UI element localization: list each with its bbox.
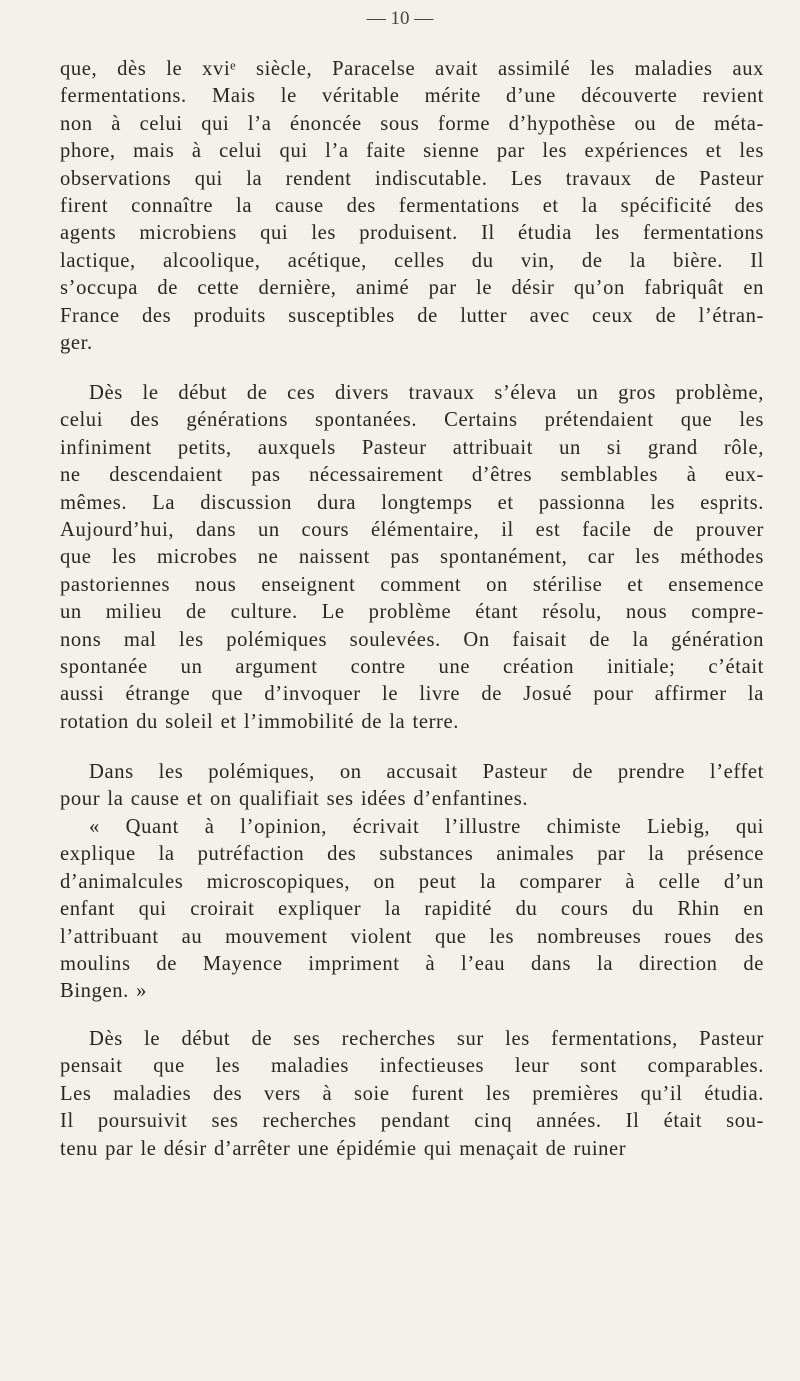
text-line: firent connaître la cause des fermentations et la spécificité des bbox=[60, 195, 764, 218]
paragraph-1 bbox=[60, 56, 764, 357]
text-line: Il poursuivit ses recherches pendant cinq années. Il était sou- bbox=[60, 1110, 764, 1133]
text-line: d’animalcules microscopiques, on peut la comparer à celle d’un bbox=[60, 870, 764, 893]
text-line: que, dès le xviᵉ siècle, Paracelse avait assimilé les maladies aux bbox=[60, 58, 764, 80]
paragraph-3 bbox=[60, 759, 764, 814]
text-line: ne descendaient pas nécessairement d’êtres semblables à eux- bbox=[60, 464, 764, 487]
text-line: un milieu de culture. Le problème étant résolu, nous compre- bbox=[60, 601, 764, 624]
text-line: agents microbiens qui les produisent. Il étudia les fermentations bbox=[60, 222, 764, 245]
text-line: non à celui qui l’a énoncée sous forme d’hypothèse ou de méta- bbox=[60, 112, 764, 135]
text-line: ger. bbox=[60, 332, 93, 355]
text-line: nons mal les polémiques soulevées. On faisait de la génération bbox=[60, 628, 764, 651]
text-line: Les maladies des vers à soie furent les premières qu’il étudia. bbox=[60, 1082, 764, 1105]
text-line: moulins de Mayence impriment à l’eau dans la direction de bbox=[60, 953, 764, 976]
text-line: mêmes. La discussion dura longtemps et passionna les esprits. bbox=[60, 491, 764, 514]
text-line: observations qui la rendent indiscutable. Les travaux de Pasteur bbox=[60, 167, 764, 190]
text-line: s’occupa de cette dernière, animé par le désir qu’on fabriquât en bbox=[60, 277, 764, 300]
text-line: fermentations. Mais le véritable mérite d’une découverte revient bbox=[60, 85, 764, 108]
text-line: l’attribuant au mouvement violent que les nombreuses roues des bbox=[60, 925, 764, 948]
text-line: explique la putréfaction des substances animales par la présence bbox=[60, 843, 764, 866]
text-line: Dans les polémiques, on accusait Pasteur de prendre l’effet bbox=[89, 761, 764, 783]
text-line: « Quant à l’opinion, écrivait l’illustre chimiste Liebig, qui bbox=[89, 816, 764, 838]
page-number: — 10 — bbox=[366, 8, 434, 29]
paragraph-5 bbox=[60, 1026, 764, 1163]
paragraph-4 bbox=[60, 814, 764, 1006]
text-line: aussi étrange que d’invoquer le livre de Josué pour affirmer la bbox=[60, 683, 764, 706]
text-line: Dès le début de ses recherches sur les fermentations, Pasteur bbox=[89, 1028, 764, 1050]
paragraph-2 bbox=[60, 380, 764, 736]
text-line: lactique, alcoolique, acétique, celles du vin, de la bière. Il bbox=[60, 249, 764, 272]
text-line: pour la cause et on qualifiait ses idées d’enfantines. bbox=[60, 788, 529, 811]
text-line: rotation du soleil et l’immobilité de la terre. bbox=[60, 710, 459, 733]
text-line: celui des générations spontanées. Certains prétendaient que les bbox=[60, 409, 764, 432]
text-line: France des produits susceptibles de lutter avec ceux de l’étran- bbox=[60, 304, 764, 327]
text-line: spontanée un argument contre une création initiale; c’était bbox=[60, 656, 764, 679]
text-line: pensait que les maladies infectieuses leur sont comparables. bbox=[60, 1055, 764, 1078]
text-line: infiniment petits, auxquels Pasteur attribuait un si grand rôle, bbox=[60, 436, 764, 459]
text-line: Bingen. » bbox=[60, 980, 147, 1003]
text-line: Aujourd’hui, dans un cours élémentaire, il est facile de prouver bbox=[60, 519, 764, 542]
text-line: tenu par le désir d’arrêter une épidémie qui menaçait de ruiner bbox=[60, 1137, 627, 1160]
text-line: pastoriennes nous enseignent comment on stérilise et ensemence bbox=[60, 573, 764, 596]
text-line: que les microbes ne naissent pas spontanément, car les méthodes bbox=[60, 546, 764, 569]
text-line: enfant qui croirait expliquer la rapidité du cours du Rhin en bbox=[60, 898, 764, 921]
text-line: Dès le début de ces divers travaux s’éleva un gros problème, bbox=[89, 382, 764, 404]
text-line: phore, mais à celui qui l’a faite sienne par les expériences et les bbox=[60, 140, 764, 163]
